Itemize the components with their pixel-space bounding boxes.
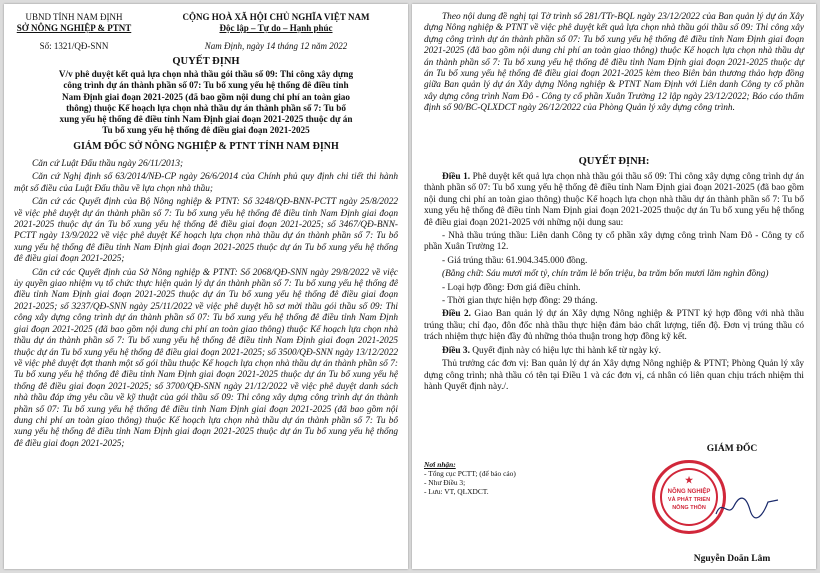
paragraph: Căn cứ Nghị định số 63/2014/NĐ-CP ngày 26/6/2014 của Chính phủ quy định chi tiết thi hành một số điều của Luật Đấu thầu về lựa chọn nhà thầu; bbox=[14, 172, 398, 194]
recipients-title: Nơi nhận: bbox=[424, 460, 456, 469]
price-words: (Bằng chữ: Sáu mươi mốt tỷ, chín trăm lẻ bốn triệu, ba trăm bốn mươi lăm nghìn đồng) bbox=[442, 269, 769, 280]
article-3-text: Quyết định này có hiệu lực thi hành kể từ ngày ký. bbox=[469, 345, 661, 356]
doc-type: QUYẾT ĐỊNH bbox=[172, 56, 240, 67]
document-page-1 bbox=[4, 4, 408, 569]
article-1-text: Phê duyệt kết quả lựa chọn nhà thầu gói thầu số 09: Thi công xây dựng công trình dự án thành phần số 07: Tu bổ xung yếu hệ thống đê điều tỉnh Nam Định giai đoạn 2021-2025 (đã bao gồm nội dung chi phí an toàn giao thông) thuộc Kế hoạch lựa chọn nhà thầu dự án thành phần số 7: Tu bổ xung yếu hệ thống đê điều tỉnh Nam Định giai đoạn 2021-2025 thuộc dự án Tu bổ xung yếu hệ thống đê điều giai đoạn 2021-2025 với những nội dung sau: bbox=[424, 172, 804, 228]
seal-text: NÔNG THÔN bbox=[672, 505, 706, 511]
nation-line-2: Độc lập – Tự do – Hạnh phúc bbox=[219, 23, 333, 33]
subject-line: xung yếu hệ thống đê điều tỉnh Nam Định giai đoạn 2021-2025 thuộc dự án bbox=[59, 114, 353, 125]
seal-text: VÀ PHÁT TRIỂN bbox=[667, 497, 711, 503]
article-3 bbox=[424, 346, 804, 357]
article-2-label: Điều 2. bbox=[442, 309, 471, 320]
contractor: - Nhà thầu trúng thầu: Liên danh Công ty cổ phần xây dựng công trình Nam Đô - Công ty cổ phần Xuân Trường 12. bbox=[424, 231, 804, 253]
doc-number: Số: 1321/QĐ-SNN bbox=[39, 41, 109, 51]
article-2-text: Giao Ban quản lý dự án Xây dựng Nông nghiệp & PTNT ký hợp đồng với nhà thầu trúng thầu; chỉ đạo, đôn đốc nhà thầu thực hiện đảm bảo chất lượng, tiến độ. Đơn vị trúng thầu có trách nhiệm thực hiện đầy đủ những thỏa thuận trong hợp đồng kỹ kết. bbox=[424, 309, 804, 343]
agency-line-2: SỞ NÔNG NGHIỆP & PTNT bbox=[16, 23, 132, 33]
signer-title: GIÁM ĐỐC bbox=[706, 444, 758, 454]
agency-line-1: UBND TỈNH NAM ĐỊNH bbox=[25, 12, 123, 22]
recipient: - Như Điều 3; bbox=[424, 478, 466, 487]
authority: GIÁM ĐỐC SỞ NÔNG NGHIỆP & PTNT TỈNH NAM ĐỊNH bbox=[73, 141, 339, 152]
price: - Giá trúng thầu: 61.904.345.000 đồng. bbox=[442, 255, 588, 266]
signer-name: Nguyễn Doãn Lâm bbox=[693, 554, 771, 564]
intro-paragraph bbox=[424, 12, 804, 117]
paragraph: Căn cứ Luật Đấu thầu ngày 26/11/2013; bbox=[32, 159, 184, 169]
official-seal: ★ NÔNG NGHIỆP VÀ PHÁT TRIỂN NÔNG THÔN bbox=[652, 460, 726, 534]
articles bbox=[424, 172, 804, 395]
article-2 bbox=[424, 309, 804, 343]
signature bbox=[712, 492, 782, 522]
recipient: - Lưu: VT, QLXDCT. bbox=[424, 487, 489, 496]
seal-text: NÔNG NGHIỆP bbox=[667, 489, 711, 495]
closing: Thủ trưởng các đơn vị: Ban quản lý dự án Xây dựng Nông nghiệp & PTNT; Phòng Quản lý xây dựng công trình; nhà thầu có tên tại Điều 1 và các đơn vị, cá nhân có liên quan chịu trách nhiệm thi hành Quyết định này./. bbox=[424, 359, 804, 392]
duration: - Thời gian thực hiện hợp đồng: 29 tháng. bbox=[442, 296, 598, 307]
article-1 bbox=[424, 172, 804, 229]
nation-line-1: CỘNG HOÀ XÃ HỘI CHỦ NGHĨA VIỆT NAM bbox=[182, 12, 370, 22]
intro-text: Theo nội dung đề nghị tại Tờ trình số 281/TTr-BQL ngày 23/12/2022 của Ban quản lý dự án Xây dựng Nông nghiệp & PTNT về việc phê duyệt kết quả lựa chọn nhà thầu gói thầu số 09: Thi công xây dựng công trình dự án thành phần số 07: Tu bổ xung yếu hệ thống đê điều tỉnh Nam Định giai đoạn 2021-2025 (đã bao gồm nội dung chi phí an toàn giao thông) thuộc Kế hoạch lựa chọn nhà thầu dự án thành phần số 7: Tu bổ xung yếu hệ thống đê điều tỉnh Nam Định giai đoạn 2021-2025 thuộc dự án Tu bổ xung yếu hệ thống đê điều giai đoạn 2021-2025 kèm theo Biên bản thương thảo hợp đồng giữa Ban quản lý dự án Xây dựng Nông nghiệp & PTNT Nam Định với Liên danh Công ty cổ phần xây dựng công trình Nam Đô - Công ty cổ phần Xuân Trường 12 lập ngày 23/12/2022; Báo cáo thẩm định số 90/BC-QLXDCT ngày 26/12/2022 của Phòng Quản lý xây dựng công trình. bbox=[424, 12, 804, 114]
recipients bbox=[424, 460, 574, 496]
subject-line: công trình dự án thành phần số 07: Tu bổ xung yếu hệ thống đê điều tỉnh bbox=[63, 80, 349, 91]
paragraph: Căn cứ các Quyết định của Bộ Nông nghiệp & PTNT: Số 3248/QĐ-BNN-PCTT ngày 25/8/2022 về việc phê duyệt dự án thành phần số 7: Tu bổ xung yếu hệ thống đê điều tỉnh Nam Định giai đoạn 2021-2025 thuộc dự án Tu bổ xung yếu hệ thống đê điều giai đoạn 2021-2025; số 3467/QĐ-BNN-PCTT ngày 13/9/2022 về việc phê duyệt Kế hoạch lựa chọn nhà thầu dự án thành phần số 7: Tu bổ xung yếu hệ thống đê điều tỉnh Nam Định giai đoạn 2021-2025 thuộc dự án Tu bổ xung yếu hệ thống đê điều giai đoạn 2021-2025; bbox=[14, 197, 398, 265]
document-page-2 bbox=[412, 4, 816, 569]
decide-title: QUYẾT ĐỊNH: bbox=[578, 156, 650, 167]
article-3-label: Điều 3. bbox=[442, 345, 470, 356]
subject-line: Tu bổ xung yếu hệ thống đê điều giai đoạn 2021-2025 bbox=[102, 125, 310, 136]
paragraph: Căn cứ các Quyết định của Sở Nông nghiệp & PTNT: Số 2068/QĐ-SNN ngày 29/8/2022 về việc ủy quyền giao nhiệm vụ tổ chức thực hiện quản lý dự án thành phần số 7: Tu bổ xung yếu hệ thống đê điều tỉnh Nam Định giai đoạn 2021-2025 thuộc dự án Tu bổ xung yếu hệ thống đê điều giai đoạn 2021-2025; số 3237/QĐ-SNN ngày 25/11/2022 về việc phê duyệt hồ sơ mời thầu gói thầu số 09: Thi công xây dựng công trình dự án thành phần số 07: Tu bổ xung yếu hệ thống đê điều tỉnh Nam Định giai đoạn 2021-2025 (đã bao gồm nội dung chi phí an toàn giao thông) thuộc Kế hoạch lựa chọn nhà thầu dự án thành phần số 7: Tu bổ xung yếu hệ thống đê điều tỉnh Nam Định giai đoạn 2021-2025 thuộc dự án Tu bổ xung yếu hệ thống đê điều giai đoạn 2021-2025; số 3500/QĐ-SNN ngày 13/12/2022 về việc phê duyệt đợt thanh một số gói thầu thuộc Kế hoạch lựa chọn nhà thầu dự án thành phần số 7: Tu bổ xung yếu hệ thống đê điều tỉnh Nam Định giai đoạn 2021-2025 thuộc dự án Tu bổ xung yếu hệ thống đê điều giai đoạn 2021-2025; số 3700/QĐ-SNN ngày 21/12/2022 về việc phê duyệt danh sách nhà thầu đáp ứng yêu cầu về kỹ thuật của gói thầu số 09: Thi công xây dựng công trình dự án thành phần số 07: Tu bổ xung yếu hệ thống đê điều tỉnh Nam Định giai đoạn 2021-2025 (đã bao gồm nội dung chi phí an toàn giao thông) thuộc Kế hoạch lựa chọn nhà thầu dự án thành phần số 7: Tu bổ xung yếu hệ thống đê điều tỉnh Nam Định giai đoạn 2021-2025 thuộc dự án Tu bổ xung yếu hệ thống đê điều giai đoạn 2021-2025; bbox=[14, 267, 398, 449]
article-1-label: Điều 1. bbox=[442, 172, 471, 182]
contract-type: - Loại hợp đồng: Đơn giá điều chỉnh. bbox=[442, 282, 581, 293]
subject-line: Nam Định giai đoạn 2021-2025 (đã bao gồm nội dung chi phí an toàn giao bbox=[62, 91, 350, 102]
subject-line: thông) thuộc Kế hoạch lựa chọn nhà thầu dự án thành phần số 7: Tu bổ bbox=[66, 102, 346, 113]
recipient: - Tổng cục PCTT; (để báo cáo) bbox=[424, 469, 516, 478]
place-date: Nam Định, ngày 14 tháng 12 năm 2022 bbox=[204, 41, 348, 51]
subject bbox=[14, 69, 398, 137]
subject-line: V/v phê duyệt kết quả lựa chọn nhà thầu gói thầu số 09: Thi công xây dựng bbox=[58, 69, 354, 79]
preamble bbox=[14, 159, 398, 567]
